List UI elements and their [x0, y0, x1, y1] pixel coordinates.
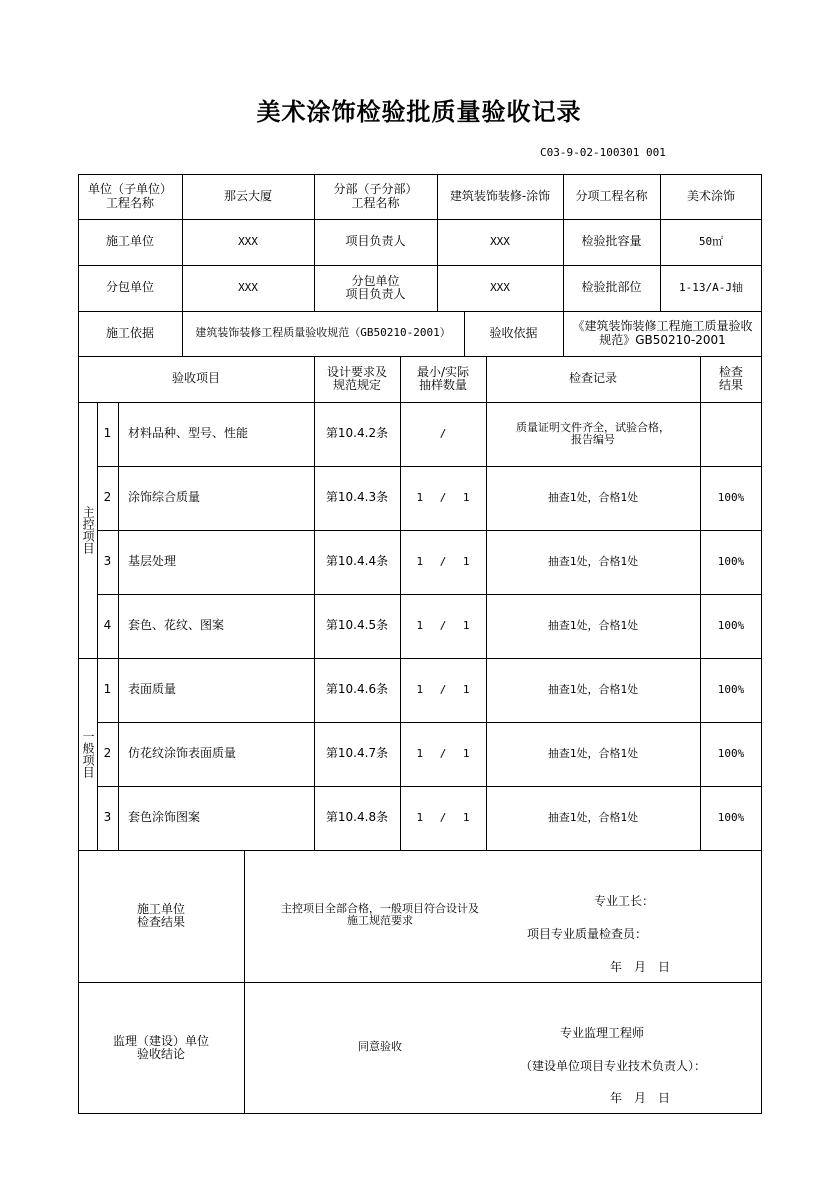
general-item-clause: 第10.4.8条: [325, 810, 389, 825]
main-item-name: 材料品种、型号、性能: [128, 426, 249, 441]
basis-label: 施工依据: [105, 325, 154, 340]
page-title: 美术涂饰检验批质量验收记录: [256, 98, 582, 126]
supervision-date: 年 月 日: [610, 1091, 671, 1105]
main-item-no: 4: [103, 618, 112, 633]
main-item-name: 基层处理: [128, 554, 177, 569]
general-item-clause: 第10.4.6条: [325, 682, 389, 697]
contractor-value: XXX: [238, 234, 258, 248]
sample-actual: 1: [462, 682, 470, 696]
main-item-sample: [400, 530, 486, 594]
foreman-label: 专业工长：: [594, 894, 655, 908]
sample-sep: /: [439, 490, 447, 504]
column-header-result: 检查 结果: [718, 364, 743, 392]
owner-representative-label: （建设单位项目专业技术负责人）：: [520, 1059, 707, 1073]
sample-sep: /: [439, 554, 447, 568]
capacity-label: 检验批容量: [581, 234, 642, 249]
sample-actual: 1: [462, 490, 470, 504]
main-item-name: 套色、花纹、图案: [128, 618, 225, 633]
main-item-result: 100%: [717, 554, 745, 568]
main-item-sample: [400, 466, 486, 530]
sub-pm-label: 分包单位 项目负责人: [345, 273, 406, 301]
column-header-item: 验收项目: [171, 371, 220, 386]
main-item-result: 100%: [717, 618, 745, 632]
main-item-clause: 第10.4.2条: [325, 426, 389, 441]
general-item-record: 抽查1处，合格1处: [547, 746, 639, 760]
contractor-label: 施工单位: [105, 234, 154, 249]
general-item-sample: [400, 786, 486, 850]
column-header-design: 设计要求及 规范规定: [326, 364, 387, 392]
sample-sep: /: [439, 682, 447, 696]
capacity-value: 50㎡: [698, 234, 724, 248]
general-item-name: 表面质量: [128, 682, 177, 697]
project-manager-value: XXX: [490, 234, 510, 248]
main-item-clause: 第10.4.4条: [325, 554, 389, 569]
general-item-sample: [400, 658, 486, 722]
unit-name-label: 单位（子单位） 工程名称: [87, 182, 172, 210]
general-item-clause: 第10.4.7条: [325, 746, 389, 761]
sample-sep: /: [439, 810, 447, 824]
main-item-no: 3: [103, 554, 112, 569]
sample-actual: 1: [462, 554, 470, 568]
main-item-clause: 第10.4.3条: [325, 490, 389, 505]
sample-actual: 1: [462, 746, 470, 760]
quality-inspector-label: 项目专业质量检查员：: [527, 927, 648, 941]
general-item-result: 100%: [717, 810, 745, 824]
general-item-name: 套色涂饰图案: [128, 810, 201, 825]
sample-sep: /: [439, 618, 447, 632]
sample-min: 1: [416, 618, 424, 632]
general-item-sample: [400, 722, 486, 786]
sample-min: 1: [416, 490, 424, 504]
sample-sep: /: [439, 426, 447, 440]
general-item-record: 抽查1处，合格1处: [547, 810, 639, 824]
sample-min: 1: [416, 682, 424, 696]
main-item-record: 抽查1处，合格1处: [547, 618, 639, 632]
sample-actual: 1: [462, 618, 470, 632]
basis-value: 建筑装饰装修工程质量验收规范（GB50210-2001）: [195, 326, 451, 340]
general-item-result: 100%: [717, 682, 745, 696]
general-item-no: 3: [103, 810, 112, 825]
main-item-record: 抽查1处，合格1处: [547, 490, 639, 504]
main-item-no: 2: [103, 490, 112, 505]
general-item-no: 2: [103, 746, 112, 761]
supervision-engineer-label: 专业监理工程师: [560, 1026, 645, 1040]
general-item-result: 100%: [717, 746, 745, 760]
column-header-sample: 最小/实际 抽样数量: [416, 364, 470, 392]
acceptance-basis-label: 验收依据: [489, 325, 538, 340]
column-header-record: 检查记录: [568, 371, 617, 386]
division-value: 建筑装饰装修-涂饰: [449, 188, 551, 203]
project-manager-label: 项目负责人: [345, 234, 406, 249]
main-item-result: [700, 402, 762, 466]
subcontractor-value: XXX: [238, 280, 258, 294]
general-item-name: 仿花纹涂饰表面质量: [128, 746, 237, 761]
acceptance-basis-value: 《建筑装饰装修工程施工质量验收规范》GB50210-2001: [572, 319, 753, 347]
main-control-group-label: 主控项目: [81, 506, 96, 554]
sub-pm-value: XXX: [490, 280, 510, 294]
main-item-record: 质量证明文件齐全，试验合格， 报告编号: [516, 420, 670, 446]
sample-min: 1: [416, 746, 424, 760]
general-item-record: 抽查1处，合格1处: [547, 682, 639, 696]
contractor-date: 年 月 日: [610, 960, 671, 974]
unit-name-value: 那云大厦: [223, 188, 272, 203]
subitem-label: 分项工程名称: [575, 188, 648, 203]
main-item-sample: [400, 402, 486, 466]
main-item-result: 100%: [717, 490, 745, 504]
part-value: 1-13/A-J轴: [679, 280, 743, 294]
main-item-sample: [400, 594, 486, 658]
supervision-conclusion: 同意验收: [358, 1039, 402, 1053]
sample-min: 1: [416, 810, 424, 824]
division-label: 分部（子分部） 工程名称: [333, 182, 418, 210]
subitem-value: 美术涂饰: [686, 188, 735, 203]
main-item-no: 1: [103, 426, 112, 441]
document-code: C03-9-02-100301 001: [540, 146, 666, 159]
supervision-label: 监理（建设）单位 验收结论: [112, 1033, 209, 1061]
general-group-label: 一般项目: [81, 730, 96, 778]
general-item-no: 1: [103, 682, 112, 697]
subcontractor-label: 分包单位: [105, 280, 154, 295]
part-label: 检验批部位: [581, 280, 642, 295]
contractor-check-conclusion: 主控项目全部合格，一般项目符合设计及 施工规范要求: [281, 901, 479, 927]
sample-actual: 1: [462, 810, 470, 824]
contractor-check-label: 施工单位 检查结果: [136, 901, 185, 929]
main-item-clause: 第10.4.5条: [325, 618, 389, 633]
main-item-record: 抽查1处，合格1处: [547, 554, 639, 568]
main-item-name: 涂饰综合质量: [128, 490, 201, 505]
sample-sep: /: [439, 746, 447, 760]
sample-min: 1: [416, 554, 424, 568]
